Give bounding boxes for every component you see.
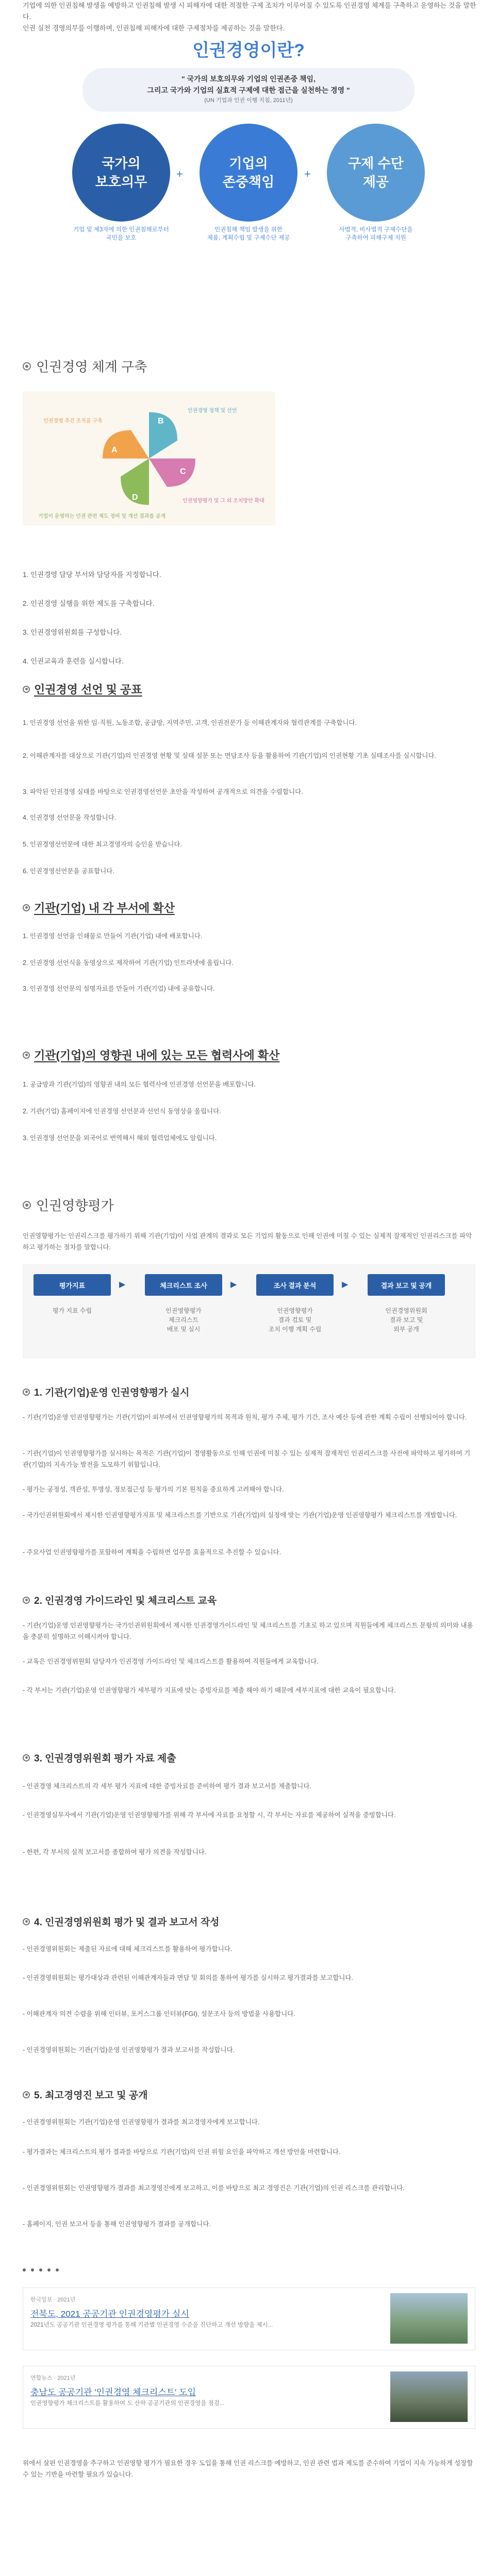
section-title-external: 기관(기업)의 영향권 내에 있는 모든 협력사에 확산	[23, 1047, 279, 1063]
sub1-item: - 기관(기업)운영 인권영향평가는 기관(기업)이 외부에서 인권영향평가의 목적과 원칙, 평가 주체, 평가 기간, 조사 예산 등에 관한 계획 수립이 선행되어야 합니다.	[23, 1414, 467, 1421]
circle-caption-3: 사법적, 비사법적 구제수단을 구축하여 피해구제 지원	[339, 227, 413, 241]
petal-b-letter: B	[158, 417, 164, 426]
step-4: 결과 보고 및 공개	[368, 1274, 445, 1296]
related-desc: 2021년도 공공기관 인권경영 평가를 통해 기관별 인권경영 수준을 진단하고 개선 방향을 제시...	[30, 2322, 273, 2328]
assessment-sub1-title: 1. 기관(기업)운영 인권영향평가 실시	[23, 1385, 189, 1399]
section-title-assessment: 인권영향평가	[23, 1195, 114, 1214]
system-diagram	[23, 392, 275, 526]
assessment-sub2-title: 2. 인권경영 가이드라인 및 체크리스트 교육	[23, 1593, 217, 1607]
arrow-right-icon: ▶	[230, 1280, 237, 1289]
section-title-internal: 기관(기업) 내 각 부서에 확산	[23, 900, 175, 916]
external-item: 2. 기관(기업) 홈페이지에 인권경영 선언문과 선언식 동영상을 올립니다.	[23, 1108, 221, 1115]
internal-item: 3. 인권경영 선언문의 설명자료를 만들어 기관(기업) 내에 공유합니다.	[23, 985, 215, 992]
sub4-item: - 인권경영위원회는 기관(기업)운영 인권영향평가 결과 보고서를 작성합니다.	[23, 2046, 235, 2054]
sub2-item: - 기관(기업)운영 인권영향평가는 국가인권위원회에서 제시한 인권경영가이드라인 및 체크리스트를 기초로 하고 있으며 직원들에게 체크리스트 문항의 의미와 내용을 충분히 설명하고 이해시켜야 합니다.	[23, 1622, 473, 1640]
system-item: 4. 인권교육과 훈련을 실시합니다.	[23, 657, 124, 665]
internal-item: 1. 인권경영 선언을 인쇄물로 만들어 기관(기업) 내에 배포합니다.	[23, 933, 203, 940]
assessment-sub5-title: 5. 최고경영진 보고 및 공개	[23, 2088, 148, 2102]
step-4-desc: 인권경영위원회 결과 보고 및 외부 공개	[385, 1307, 427, 1333]
related-thumbnail	[390, 2293, 468, 2344]
infographic	[67, 36, 430, 245]
radio-bullet-icon	[23, 1754, 30, 1761]
sub4-item: - 이해관계자 의견 수렴을 위해 인터뷰, 포커스그룹 인터뷰(FGI), 설문조사 등의 방법을 사용합니다.	[23, 2010, 295, 2018]
infographic-quote-source: (UN 기업과 인권 이행 지침, 2011년)	[204, 97, 293, 104]
sub3-item: - 인권경영실무자에서 기관(기업)운영 인권영향평가를 위해 각 부서에 자료를 요청할 시, 각 부서는 자료를 제공하여 실적을 증빙합니다.	[23, 1811, 396, 1819]
step-1: 평가지표	[34, 1274, 111, 1296]
assessment-sub4-title: 4. 인권경영위원회 평가 및 결과 보고서 작성	[23, 1914, 220, 1928]
radio-bullet-icon	[23, 1388, 30, 1396]
declaration-item: 6. 인권경영선언문을 공표합니다.	[23, 868, 114, 875]
related-source: 연합뉴스 · 2021년	[30, 2375, 76, 2381]
sub1-item: - 국가인권위원회에서 제시한 인권영향평가지표 및 체크리스트를 기반으로 기관(기업)의 실정에 맞는 기관(기업)운영 인권영향평가 체크리스트를 개발합니다.	[23, 1512, 457, 1519]
petal-a	[103, 430, 149, 459]
diagram-label-b: 인권경영 정책 및 선언	[188, 408, 237, 414]
related-desc: 인권영향평가 체크리스트를 활용하여 도 산하 공공기관의 인권경영을 점검...	[30, 2400, 225, 2406]
petal-c	[149, 459, 195, 487]
sub4-item: - 인권경영위원회는 제출된 자료에 대해 체크리스트를 활용하여 평가합니다.	[23, 1945, 233, 1953]
radio-bullet-icon	[23, 1597, 30, 1604]
sub1-item: - 평가는 공정성, 객관성, 투명성, 정보접근성 등 평가의 기본 원칙을 중요하게 고려해야 합니다.	[23, 1486, 284, 1493]
arrow-right-icon: ▶	[342, 1280, 349, 1289]
circle-caption-1: 기업 및 제3자에 의한 인권침해로부터 국민을 보호	[73, 227, 169, 241]
intro-paragraph	[23, 0, 476, 34]
intro-line-2: 인권 실천 경영의무를 이행하며, 인권침해 피해자에 대한 구제절차를 제공하는 것을 말한다.	[23, 24, 285, 32]
sub3-item: - 인권경영 체크리스트의 각 세부 평가 지표에 대한 증빙자료를 준비하여 평가 결과 보고서를 제출합니다.	[23, 1783, 311, 1790]
assessment-steps	[23, 1264, 475, 1358]
related-title-link[interactable]: 충남도 공공기관 '인권경영 체크리스트' 도입	[30, 2387, 196, 2397]
sub5-item: - 인권경영위원회는 인권영향평가 결과를 최고경영진에게 보고하고, 이를 바탕으로 최고 경영진은 기관(기업)의 인권 리스크를 관리합니다.	[23, 2184, 405, 2192]
declaration-item: 5. 인권경영선언문에 대한 최고경영자의 승인을 받습니다.	[23, 841, 182, 848]
internal-item: 2. 인권경영 선언식을 동영상으로 제작하여 기관(기업) 인트라넷에 올립니다.	[23, 959, 234, 967]
plus-icon: +	[304, 167, 311, 180]
section-title-declaration: 인권경영 선언 및 공표	[23, 681, 142, 697]
infographic-quote: " 국가의 보호의무와 기업의 인권존중 책임, 그리고 국가와 기업의 실효적 구제에 대한 접근을 실천하는 경영 "	[147, 75, 350, 94]
assessment-sub3-title: 3. 인권경영위원회 평가 자료 제출	[23, 1751, 176, 1765]
system-item: 1. 인권경영 담당 부서와 담당자를 지정합니다.	[23, 571, 161, 579]
step-1-desc: 평가 지표 수립	[52, 1307, 92, 1314]
diagram-label-d: 기업이 운영하는 인권 관련 제도 정비 및 개선 결과를 공개	[38, 514, 166, 519]
sub3-item: - 한편, 각 부서의 실적 보고서를 종합하여 평가 의견을 작성합니다.	[23, 1849, 207, 1856]
declaration-item: 3. 파악된 인권경영 실태를 바탕으로 인권경영선언문 초안을 작성하여 공개적으로 의견을 수렴합니다.	[23, 788, 303, 795]
sub2-item: - 교육은 인권경영위원회 담당자가 인권경영 가이드라인 및 체크리스트를 활용하여 직원들에게 교육합니다.	[23, 1658, 319, 1665]
section-title-system: 인권경영 체계 구축	[23, 357, 147, 376]
petal-c-letter: C	[180, 467, 186, 476]
radio-bullet-icon	[23, 1052, 30, 1059]
circle-corporate-responsibility: 기업의 존중책임	[200, 124, 297, 222]
sub1-item: - 기관(기업)이 인권영향평가를 실시하는 목적은 기관(기업)이 경영활동으로 인해 인권에 미칠 수 있는 실제적 잠재적인 인권리스크를 사전에 파악하고 평가하여 기관(기업)의 지속가능 발전을 도모하기 위함입니다.	[23, 1450, 471, 1468]
circle-state-duty: 국가의 보호의무	[72, 124, 170, 222]
sub2-item: - 각 부서는 기관(기업)운영 인권영향평가 세부평가 지표에 맞는 증빙자료를 제출 해야 하기 때문에 세부지표에 대한 교육이 필요합니다.	[23, 1687, 396, 1694]
related-title-link[interactable]: 전북도, 2021 공공기관 인권경영평가 실시	[30, 2309, 189, 2319]
radio-bullet-icon	[23, 1918, 30, 1925]
sub5-item: - 평가결과는 체크리스트의 평가 결과를 바탕으로 기관(기업)의 인권 위험 요인을 파악하고 개선 방안을 마련합니다.	[23, 2148, 341, 2156]
related-source: 한국일보 · 2021년	[30, 2297, 76, 2303]
radio-bullet-icon	[23, 1201, 31, 1209]
declaration-item: 4. 인권경영 선언문을 작성합니다.	[23, 814, 117, 821]
dots-separator	[23, 2265, 64, 2274]
diagram-label-c: 인권영향평가 및 그 외 조치방안 확대	[183, 498, 264, 504]
assessment-intro: 인권영향평가는 인권리스크를 평가하기 위해 기관(기업)이 사업 관계의 결과로 모든 기업의 활동으로 인해 인권에 미칠 수 있는 실제적 잠재적인 인권리스크를 파악하고 평가하는 절차를 말합니다.	[23, 1232, 472, 1251]
step-2-desc: 인권영향평가 체크리스트 배포 및 실시	[165, 1307, 202, 1333]
system-item: 3. 인권경영위원회를 구성합니다.	[23, 629, 122, 636]
sub5-item: - 홈페이지, 인권 보고서 등을 통해 인권영향평가 결과를 공개합니다.	[23, 2221, 211, 2228]
step-3: 조사 결과 분석	[256, 1274, 334, 1296]
related-article-card[interactable]	[23, 2366, 475, 2429]
sub1-item: - 주요사업 인권영향평가를 포함하여 계획을 수립하면 업무를 효율적으로 추진할 수 있습니다.	[23, 1549, 281, 1556]
infographic-title: 인권경영이란?	[192, 41, 305, 60]
sub4-item: - 인권경영위원회는 평가대상과 관련된 이해관계자들과 면담 및 회의를 통하여 평가를 실시하고 평가결과를 보고합니다.	[23, 1974, 353, 1981]
infographic-quote-box	[82, 68, 415, 112]
step-2: 체크리스트 조사	[145, 1274, 222, 1296]
plus-icon: +	[176, 167, 183, 180]
diagram-label-a: 인권경영 추진 조직을 구축	[43, 418, 103, 424]
external-item: 1. 공급망과 기관(기업)의 영향권 내의 모든 협력사에 인권경영 선언문을 배포합니다.	[23, 1081, 256, 1088]
external-item: 3. 인권경영 선언문을 외국어로 번역해서 해외 협력업체에도 알립니다.	[23, 1134, 217, 1142]
declaration-item: 1. 인권경영 선언을 위한 임·직원, 노동조합, 공급망, 지역주민, 고객, 인권전문가 등 이해관계자와 협력관계를 구축합니다.	[23, 719, 357, 726]
sub5-item: - 인권경영위원회는 기관(기업)운영 인권영향평가 결과를 최고경영자에게 보고합니다.	[23, 2119, 260, 2126]
step-3-desc: 인권영향평가 결과 검토 및 조치 이행 계획 수립	[268, 1307, 322, 1333]
circle-caption-2: 인권침해 책임 발생을 위한 제품, 계획수립 및 구제수단 제공	[207, 227, 290, 241]
petal-d-letter: D	[132, 493, 138, 502]
radio-bullet-icon	[23, 362, 31, 370]
circle-remedy: 구제 수단 제공	[327, 124, 425, 222]
intro-line-1: 기업에 의한 인권침해 발생을 예방하고 인권침해 발생 시 피해자에 대한 적절한 구제 조치가 이루어질 수 있도록 인권경영 체계를 구축하고 운영하는 것을 말한다.	[23, 2, 476, 21]
radio-bullet-icon	[23, 686, 30, 693]
radio-bullet-icon	[23, 904, 30, 911]
pinwheel-diagram	[23, 392, 275, 526]
petal-a-letter: A	[111, 446, 118, 454]
radio-bullet-icon	[23, 2091, 30, 2098]
arrow-right-icon: ▶	[119, 1280, 126, 1289]
related-thumbnail	[390, 2371, 468, 2422]
declaration-item: 2. 이해관계자를 대상으로 기관(기업)의 인권경영 현황 및 실태 설문 또는 면담조사 등을 활용하여 기관(기업)의 인권현황 기초 실태조사를 실시합니다.	[23, 752, 437, 759]
related-article-card[interactable]	[23, 2287, 475, 2350]
system-item: 2. 인권경영 실행을 위한 제도를 구축합니다.	[23, 600, 155, 607]
footer-paragraph: 위에서 살핀 인권경영을 추구하고 인권영향 평가가 필요한 경우 도입을 통해 인권 리스크를 예방하고, 인권 관련 법과 제도를 준수하여 기업이 지속 가능하게 성장할 수 있는 기반을 마련할 필요가 있습니다.	[23, 2460, 473, 2478]
